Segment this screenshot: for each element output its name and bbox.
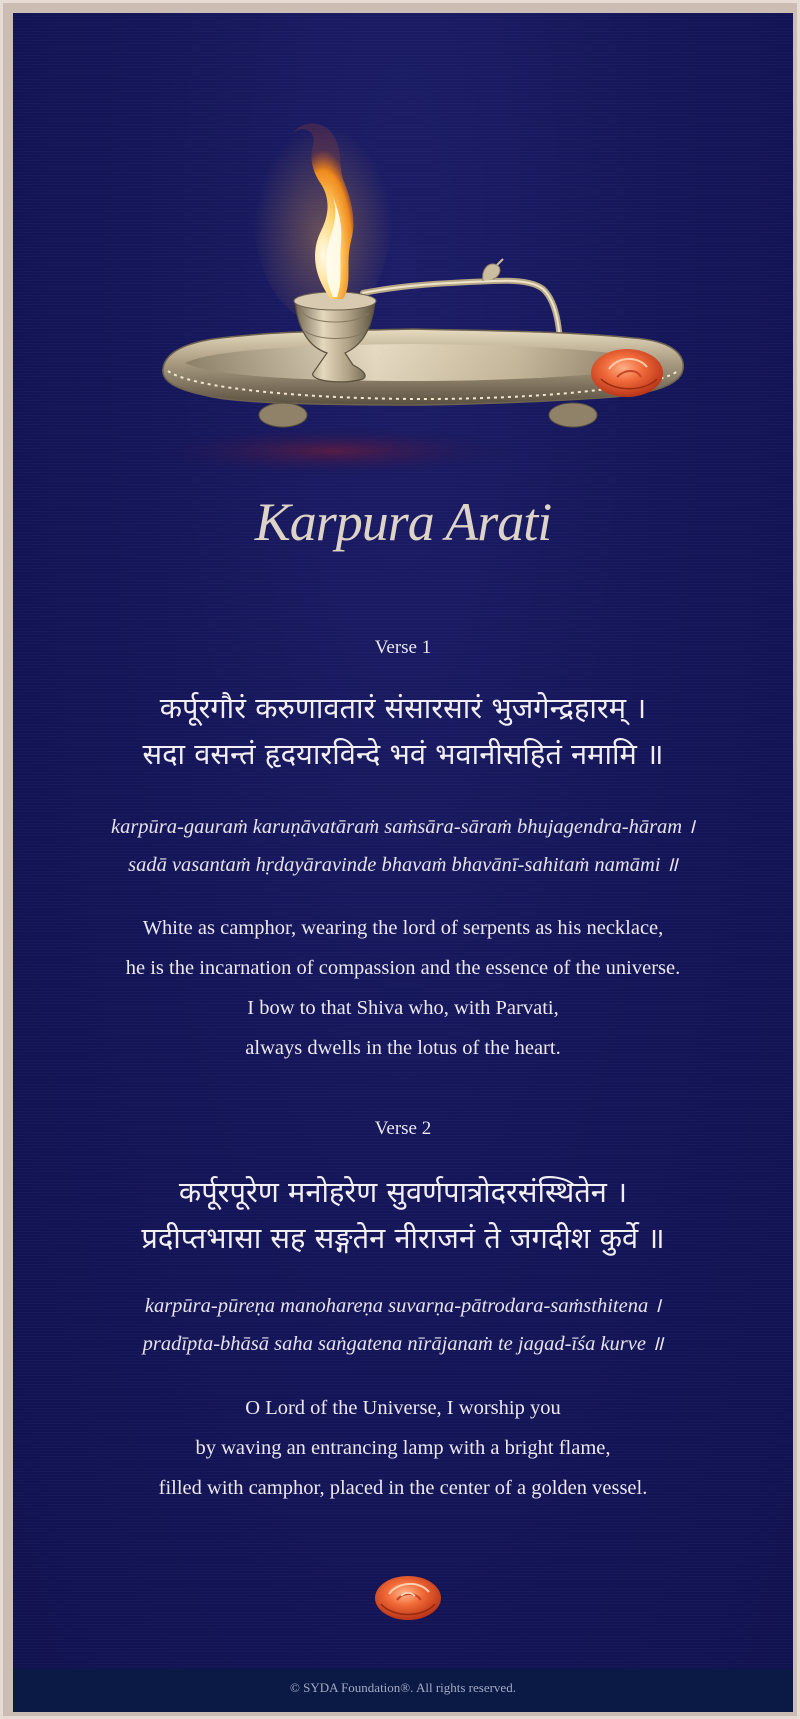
verse-1-translation-line-3: I bow to that Shiva who, with Parvati, [247,997,559,1019]
verse-2-sanskrit-line-2: प्रदीप्तभासा सह सङ्गतेन नीराजनं ते जगदीश कुर्वे ॥ [141,1221,665,1255]
verse-2-sanskrit [13,1169,793,1261]
verse-1-translit-line-1: karpūra-gauraṁ karuṇāvatāraṁ saṁsāra-sāraṁ bhujagendra-hāram । [110,816,696,838]
verse-1-translation-line-4: always dwells in the lotus of the heart. [245,1037,561,1059]
verse-1-translation-line-1: White as camphor, wearing the lord of serpents as his necklace, [142,917,664,939]
verse-1-sanskrit [13,685,793,777]
page-title: Karpura Arati [254,492,552,552]
rose-icon [591,349,663,397]
arati-lamp-icon [13,13,793,483]
verse-1-label: Verse 1 [374,637,432,658]
content-panel [13,13,793,1712]
verse-2-label: Verse 2 [374,1118,432,1139]
verse-2-translit-line-2: pradīpta-bhāsā saha saṅgatena nīrājanaṁ te jagad-īśa kurve ॥ [142,1333,664,1355]
verse-1-sanskrit-line-1: कर्पूरगौरं करुणावतारं संसारसारं भुजगेन्द्रहारम् । [159,691,647,725]
verse-2-translation [13,1388,793,1508]
verse-1-translit-line-2: sadā vasantaṁ hṛdayāravinde bhavaṁ bhavānī-sahitaṁ namāmi ॥ [128,854,678,876]
verse-2-sanskrit-line-1: कर्पूरपूरेण मनोहरेण सुवर्णपात्रोदरसंस्थितेन । [178,1175,628,1209]
verse-2-translit-line-1: karpūra-pūreṇa manohareṇa suvarṇa-pātrodara-saṁsthitena । [144,1295,662,1317]
verse-2-translation-line-1: O Lord of the Universe, I worship you [245,1397,561,1419]
verse-1-translation-line-2: he is the incarnation of compassion and the essence of the universe. [125,957,681,979]
copyright-footer: © SYDA Foundation®. All rights reserved. [290,1680,516,1695]
verse-2-transliteration [13,1287,793,1363]
verse-1-sanskrit-line-2: सदा वसन्तं हृदयारविन्दे भवं भवानीसहितं नमामि ॥ [142,737,664,771]
verse-2-translation-line-3: filled with camphor, placed in the center of a golden vessel. [158,1477,648,1499]
verse-1-transliteration [13,808,793,884]
verse-1-translation [13,908,793,1068]
rose-icon [373,1568,443,1624]
verse-2-translation-line-2: by waving an entrancing lamp with a bright flame, [195,1437,611,1459]
